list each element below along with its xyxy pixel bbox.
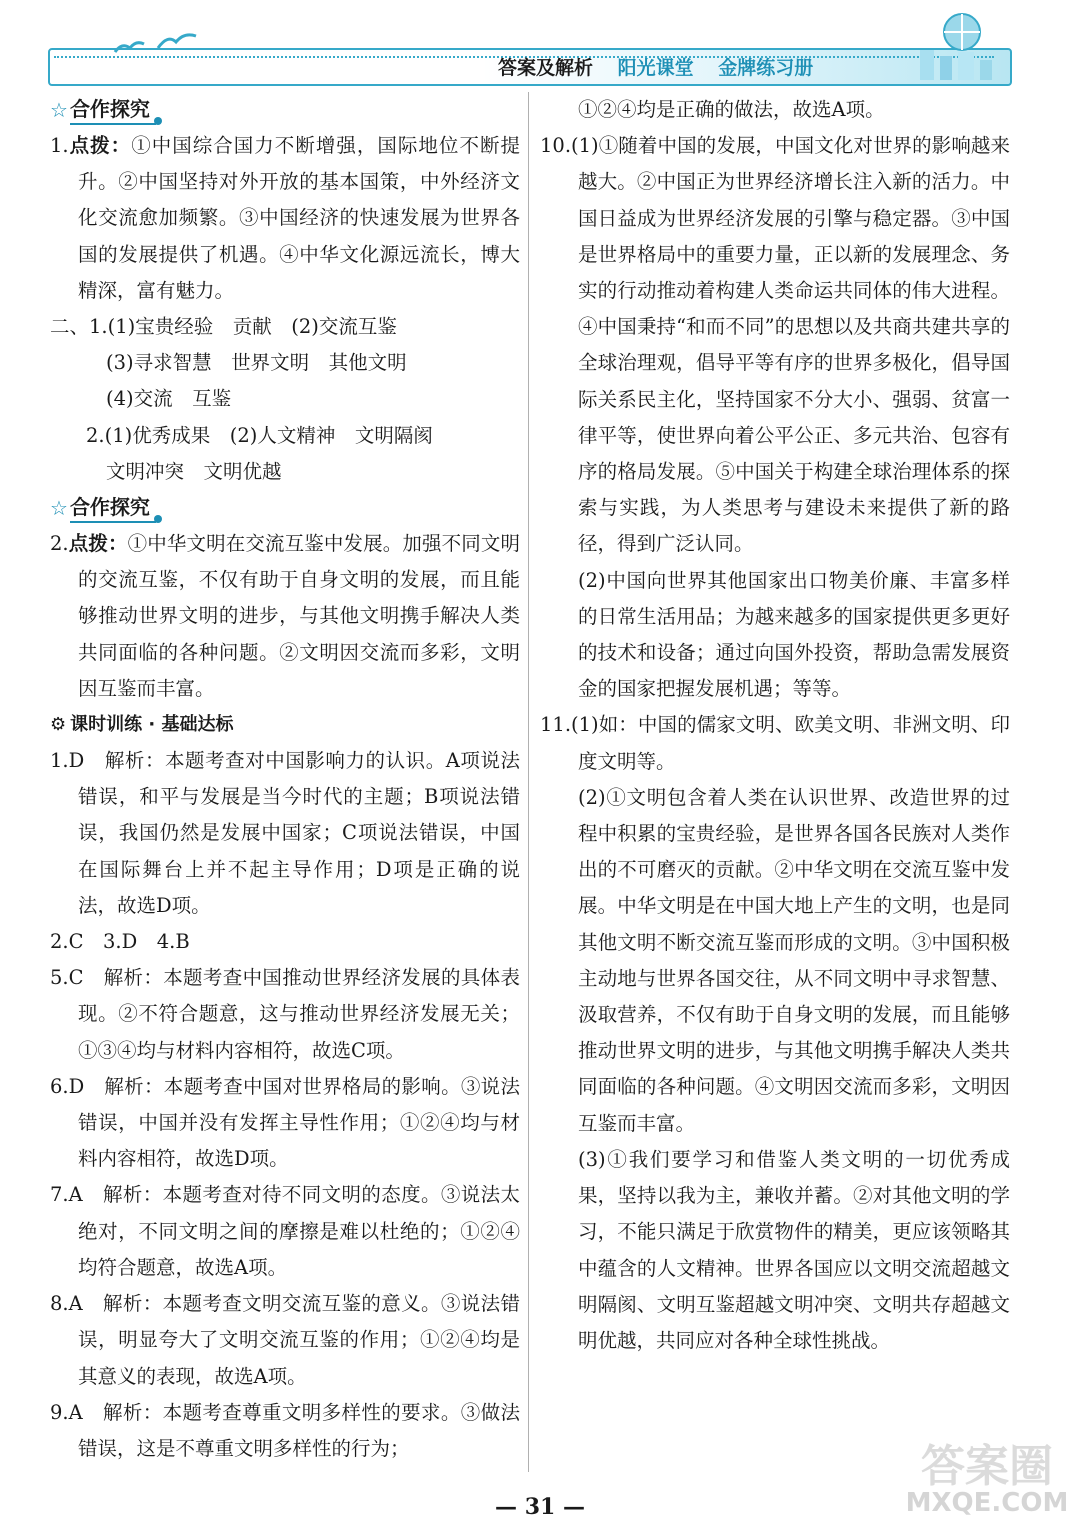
page-number: — 31 — [495, 1494, 585, 1520]
answer-section-two-line3: (4)交流 互鉴 [106, 387, 232, 411]
birds-icon [110, 30, 200, 60]
star-icon: ☆ [50, 97, 68, 122]
header-answer-label: 答案及解析 [498, 57, 594, 79]
watermark-url: MXQE.COM [905, 1488, 1069, 1518]
answer-section-two-line2: (3)寻求智慧 世界文明 其他文明 [106, 351, 407, 375]
answer-10-part1: 10.(1)①随着中国的发展，中国文化对世界的影响越来越大。②中国正为世界经济增长注入新的活力。中国日益成为世界经济发展的引擎与稳定器。③中国是世界格局中的重要力量，正以新的发展理念、务实的行动推动着构建人类命运共同体的伟大进程。④中国秉持“和而不同”的思想以及共商共建共享的全球治理观，倡导平等有序的世界多极化，倡导国际关系民主化，坚持国家不分大小、强弱、贫富一律平等，使世界向着公平公正、多元共治、包容有序的格局发展。⑤中国关于构建全球治理体系的探索与实践，为人类思考与建设未来提供了新的路径，得到广泛认同。 [540, 134, 1010, 556]
answer-section-two-line4: 2.(1)优秀成果 (2)人文精神 文明隔阂 [86, 423, 433, 447]
answer-section-two-line1: 二、1.(1)宝贵经验 贡献 (2)交流互鉴 [50, 315, 397, 339]
answer-2-4: 2.C 3.D 4.B [50, 930, 190, 954]
drill-heading: ⚙ 课时训练 · 基础达标 [50, 707, 520, 743]
answer-9-continued: ①②④均是正确的做法，故选A项。 [578, 98, 885, 121]
column-divider [528, 92, 529, 1472]
gear-icon: ⚙ [50, 713, 67, 735]
left-column [50, 92, 520, 1467]
answer-section-two-line5: 文明冲突 文明优越 [106, 459, 282, 483]
answer-11-part1: 11.(1)如：中国的儒家文明、欧美文明、非洲文明、印度文明等。 [540, 713, 1010, 773]
section-heading-cooperation: ☆ 合作探究 [50, 92, 520, 128]
answer-11-part3: (3)①我们要学习和借鉴人类文明的一切优秀成果，坚持以我为主，兼收并蓄。②对其他文明的学习，不能只满足于欣赏物件的精美，更应该领略其中蕴含的人文精神。世界各国应以文明交流超越文明隔阂、文明互鉴超越文明冲突、文明共存超越文明优越，共同应对各种全球性挑战。 [578, 1147, 1010, 1352]
answer-7: 7.A 解析：本题考查对待不同文明的态度。③说法太绝对，不同文明之间的摩擦是难以杜绝的；①②④均符合题意，故选A项。 [50, 1183, 520, 1279]
watermark-logo [902, 1430, 1072, 1530]
watermark-text: 答案圈 [921, 1441, 1053, 1492]
page-header [40, 10, 1010, 80]
section-heading-cooperation-2: ☆ 合作探究 [50, 490, 520, 526]
header-book-label: 金牌练习册 [718, 57, 814, 79]
answer-10-part2: (2)中国向世界其他国家出口物美价廉、丰富多样的日常生活用品；为越来越多的国家提供更多更好的技术和设备；通过向国外投资，帮助急需发展资金的国家把握发展机遇；等等。 [578, 568, 1010, 701]
answer-6: 6.D 解析：本题考查中国对世界格局的影响。③说法错误，中国并没有发挥主导性作用；①②④均与材料内容相符，故选D项。 [50, 1074, 520, 1171]
globe-decoration-icon [900, 10, 1010, 82]
answer-1: 1.D 解析：本题考查对中国影响力的认识。A项说法错误，和平与发展是当今时代的主题；B项说法错误，我国仍然是发展中国家；C项说法错误，中国在国际舞台上并不起主导作用；D项是正确的说法，故选D项。 [50, 749, 520, 917]
header-series-label: 阳光课堂 [617, 57, 694, 79]
answer-8: 8.A 解析：本题考查文明交流互鉴的意义。③说法错误，明显夸大了文明交流互鉴的作用；①②④均是其意义的表现，故选A项。 [50, 1292, 520, 1388]
header-title [498, 54, 813, 82]
right-column [540, 92, 1010, 1359]
heading-dot-icon [154, 117, 162, 125]
answer-item-2: 2.点拨：①中华文明在交流互鉴中发展。加强不同文明的交流互鉴，不仅有助于自身文明的发展，而且能够推动世界文明的进步，与其他文明携手解决人类共同面临的各种问题。②文明因交流而多彩，文明因互鉴而丰富。 [50, 532, 520, 700]
heading-dot-icon [154, 515, 162, 523]
star-icon: ☆ [50, 495, 68, 520]
answer-item-1: 1.点拨：①中国综合国力不断增强，国际地位不断提升。②中国坚持对外开放的基本国策，中外经济文化交流愈加频繁。③中国经济的快速发展为世界各国的发展提供了机遇。④中华文化源远流长，博大精深，富有魅力。 [50, 134, 520, 302]
answer-9: 9.A 解析：本题考查尊重文明多样性的要求。③做法错误，这是不尊重文明多样性的行为； [50, 1400, 520, 1460]
answer-11-part2: (2)①文明包含着人类在认识世界、改造世界的过程中积累的宝贵经验，是世界各国各民族对人类作出的不可磨灭的贡献。②中华文明在交流互鉴中发展。中华文明是在中国大地上产生的文明，也是同其他文明不断交流互鉴而形成的文明。③中国积极主动地与世界各国交往，从不同文明中寻求智慧、汲取营养，不仅有助于自身文明的发展，而且能够推动世界文明的进步，与其他文明携手解决人类共同面临的各种问题。④文明因交流而多彩，文明因互鉴而丰富。 [578, 785, 1010, 1135]
answer-5: 5.C 解析：本题考查中国推动世界经济发展的具体表现。②不符合题意，这与推动世界经济发展无关；①③④均与材料内容相符，故选C项。 [50, 966, 520, 1062]
